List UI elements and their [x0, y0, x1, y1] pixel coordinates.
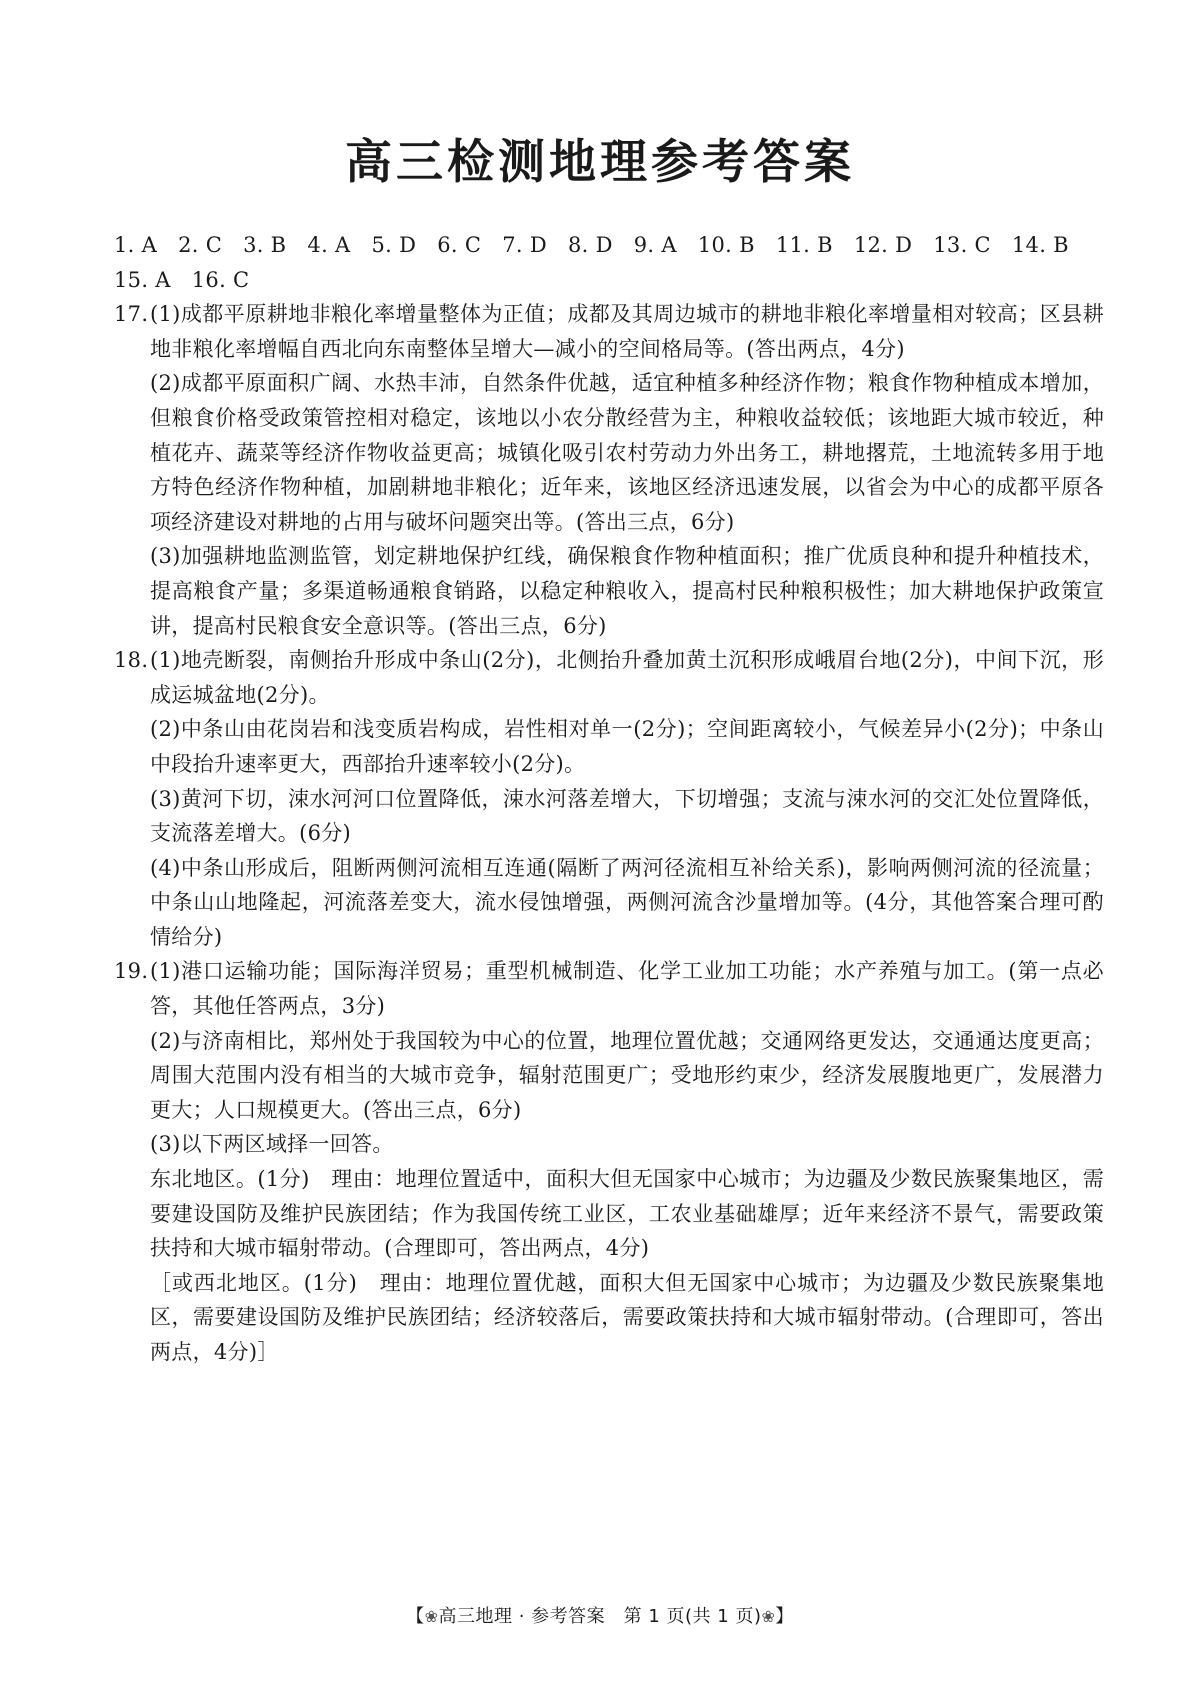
- mc-answer: 6. C: [437, 233, 482, 257]
- mc-answer: 15. A: [114, 267, 171, 292]
- q19-part-3: (3)以下两区域择一回答。: [150, 1132, 394, 1157]
- mc-answer: 10. B: [697, 233, 755, 257]
- answer-body: [114, 228, 1104, 1370]
- question-19: [114, 954, 1104, 1369]
- question-18: [114, 643, 1104, 954]
- footer-left-bracket: 【: [406, 1606, 425, 1627]
- page-footer: [0, 1602, 1200, 1628]
- q18-part-2: (2)中条山由花岗岩和浅变质岩构成，岩性相对单一(2分)；空间距离较小，气候差异小(2分)；中条山中段抬升速率更大，西部抬升速率较小(2分)。: [150, 717, 1104, 776]
- question-number: 17.: [114, 302, 149, 327]
- q19-part-4-northeast: 东北地区。(1分) 理由：地理位置适中，面积大但无国家中心城市；为边疆及少数民族聚集地区，需要建设国防及维护民族团结；作为我国传统工业区，工农业基础雄厚；近年来经济不景气，需要政策扶持和大城市辐射带动。(合理即可，答出两点，4分): [150, 1167, 1104, 1261]
- mc-answers-line-1: [114, 228, 1104, 263]
- question-number: 19.: [114, 959, 149, 984]
- footer-right-bracket: 】: [775, 1606, 794, 1627]
- q18-part-1: (1)地壳断裂，南侧抬升形成中条山(2分)，北侧抬升叠加黄土沉积形成峨眉台地(2分)，中间下沉，形成运城盆地(2分)。: [150, 648, 1104, 707]
- q17-part-1: (1)成都平原耕地非粮化率增量整体为正值；成都及其周边城市的耕地非粮化率增量相对较高；区县耕地非粮化率增幅自西北向东南整体呈增大—减小的空间格局等。(答出两点，4分): [150, 302, 1104, 361]
- page-title: 高三检测地理参考答案: [345, 135, 855, 190]
- flower-icon: ❀: [424, 1607, 439, 1626]
- footer-text: 高三地理 · 参考答案 第 1 页(共 1 页): [438, 1606, 762, 1627]
- mc-answer: 7. D: [502, 233, 547, 257]
- mc-answer: 14. B: [1011, 233, 1069, 257]
- mc-answer: 3. B: [243, 233, 287, 257]
- question-number: 18.: [114, 648, 149, 673]
- mc-answer: 9. A: [633, 233, 677, 257]
- q18-part-3: (3)黄河下切，涑水河河口位置降低，涑水河落差增大，下切增强；支流与涑水河的交汇处位置降低，支流落差增大。(6分): [150, 786, 1104, 846]
- mc-answer: 12. D: [853, 233, 913, 257]
- q19-part-2: (2)与济南相比，郑州处于我国较为中心的位置，地理位置优越；交通网络更发达，交通通达度更高；周围大范围内没有相当的大城市竞争，辐射范围更广；受地形约束少，经济发展腹地更广，发展潜力更大；人口规模更大。(答出三点，6分): [150, 1028, 1104, 1122]
- q17-part-2: (2)成都平原面积广阔、水热丰沛，自然条件优越，适宜种植多种经济作物；粮食作物种植成本增加，但粮食价格受政策管控相对稳定，该地以小农分散经营为主，种粮收益较低；该地距大城市较近，种植花卉、蔬菜等经济作物收益更高；城镇化吸引农村劳动力外出务工，耕地撂荒，土地流转多用于地方特色经济作物种植，加剧耕地非粮化；近年来，该地区经济迅速发展，以省会为中心的成都平原各项经济建设对耕地的占用与破坏问题突出等。(答出三点，6分): [150, 371, 1104, 534]
- q18-part-4: (4)中条山形成后，阻断两侧河流相互连通(隔断了两河径流相互补给关系)，影响两侧河流的径流量；中条山山地隆起，河流落差变大，流水侵蚀增强，两侧河流含沙量增加等。(4分，其他答案合理可酌情给分): [150, 855, 1104, 949]
- mc-answer: 11. B: [775, 233, 833, 257]
- q19-part-1: (1)港口运输功能；国际海洋贸易；重型机械制造、化学工业加工功能；水产养殖与加工。(第一点必答，其他任答两点，3分): [150, 959, 1104, 1019]
- mc-answer: 13. C: [933, 233, 991, 257]
- mc-answer: 4. A: [307, 233, 351, 257]
- flower-icon: ❀: [761, 1607, 776, 1626]
- q17-part-3: (3)加强耕地监测监管，划定耕地保护红线，确保粮食作物种植面积；推广优质良种和提升种植技术，提高粮食产量；多渠道畅通粮食销路，以稳定种粮收入，提高村民种粮积极性；加大耕地保护政策宣讲，提高村民粮食安全意识等。(答出三点，6分): [150, 544, 1104, 638]
- mc-answer: 1. A: [114, 233, 158, 257]
- question-17: [114, 297, 1104, 643]
- mc-answer: 2. C: [178, 233, 223, 257]
- mc-answer: 5. D: [371, 233, 417, 257]
- mc-answers-line-2: [114, 263, 1104, 298]
- mc-answer: 16. C: [191, 267, 250, 292]
- q19-part-5-northwest: ［或西北地区。(1分) 理由：地理位置优越，面积大但无国家中心城市；为边疆及少数民族聚集地区，需要建设国防及维护民族团结；经济较落后，需要政策扶持和大城市辐射带动。(合理即可，答出两点，4分)］: [150, 1270, 1104, 1364]
- mc-answer: 8. D: [567, 233, 613, 257]
